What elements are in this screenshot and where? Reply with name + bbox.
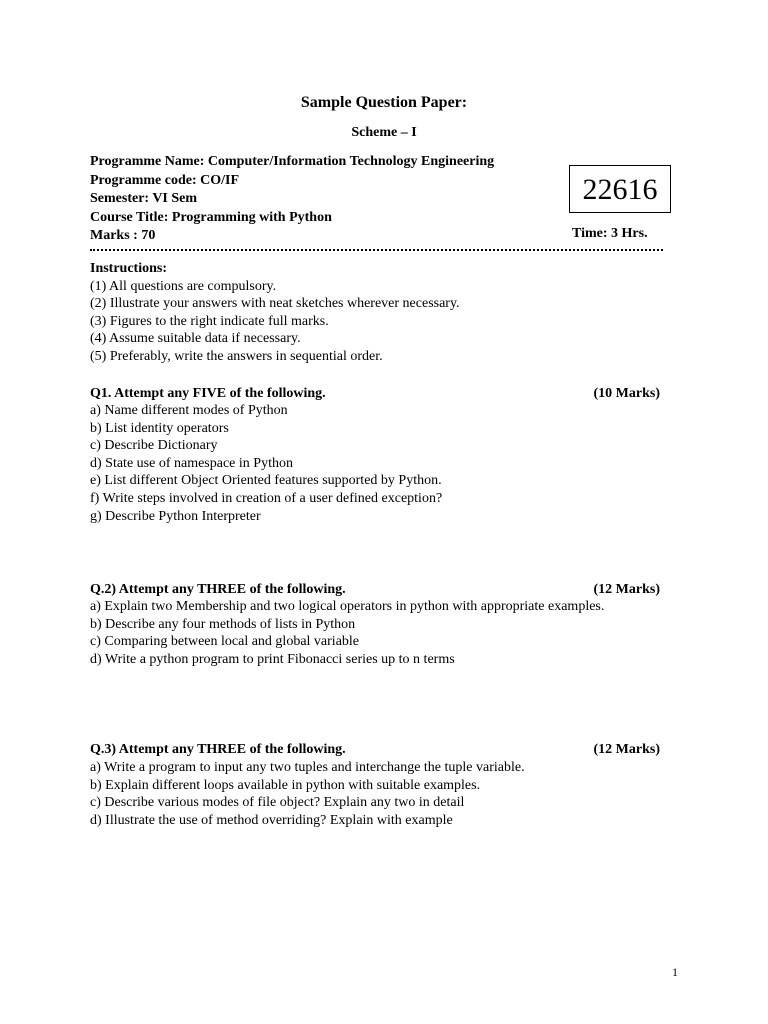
programme-name: Programme Name: Computer/Information Technology Engineering	[90, 154, 495, 169]
question-item: c) Comparing between local and global variable	[90, 634, 360, 650]
question-item: f) Write steps involved in creation of a user defined exception?	[90, 490, 443, 506]
question-item: b) List identity operators	[90, 420, 229, 436]
question-marks: (12 Marks)	[593, 742, 660, 757]
instructions-section	[90, 260, 680, 366]
instruction-item: (2) Illustrate your answers with neat sketches wherever necessary.	[90, 296, 460, 312]
question-2-items	[90, 598, 680, 668]
course-code-box: 22616	[569, 165, 671, 213]
scheme-label: Scheme – I	[351, 125, 417, 140]
instruction-item: (3) Figures to the right indicate full marks.	[90, 313, 329, 329]
semester: Semester: VI Sem	[90, 191, 198, 206]
question-item: e) List different Object Oriented features supported by Python.	[90, 473, 442, 489]
question-item: b) Explain different loops available in python with suitable examples.	[90, 777, 481, 793]
question-3-items	[90, 759, 680, 829]
question-item: g) Describe Python Interpreter	[90, 508, 261, 524]
question-1-heading	[90, 385, 660, 403]
question-item: d) Write a python program to print Fibonacci series up to n terms	[90, 651, 455, 667]
question-item: d) Illustrate the use of method overriding? Explain with example	[90, 812, 453, 828]
question-heading-text: Q.2) Attempt any THREE of the following.	[90, 582, 346, 597]
question-item: a) Write a program to input any two tuples and interchange the tuple variable.	[90, 760, 525, 775]
question-1-items	[90, 402, 680, 525]
question-heading-text: Q.3) Attempt any THREE of the following.	[90, 742, 346, 757]
question-item: a) Explain two Membership and two logical operators in python with appropriate examples.	[90, 599, 605, 614]
page-number: 1	[672, 965, 678, 979]
question-3-heading	[90, 741, 660, 759]
total-marks: Marks : 70	[90, 228, 156, 243]
question-marks: (12 Marks)	[593, 582, 660, 597]
instruction-item: (4) Assume suitable data if necessary.	[90, 331, 301, 347]
question-item: a) Name different modes of Python	[90, 403, 288, 418]
question-item: c) Describe various modes of file object? Explain any two in detail	[90, 795, 465, 811]
instruction-item: (1) All questions are compulsory.	[90, 278, 277, 294]
question-heading-text: Q1. Attempt any FIVE of the following.	[90, 386, 326, 401]
question-item: c) Describe Dictionary	[90, 438, 218, 454]
paper-title: Sample Question Paper:	[300, 94, 468, 111]
question-2-heading	[90, 581, 660, 599]
programme-code: Programme code: CO/IF	[90, 172, 240, 188]
instructions-heading: Instructions:	[90, 261, 168, 276]
exam-duration: Time: 3 Hrs.	[572, 226, 648, 241]
dotted-divider	[90, 249, 663, 251]
paper-header-info	[90, 153, 494, 246]
question-marks: (10 Marks)	[593, 386, 660, 401]
course-title: Course Title: Programming with Python	[90, 209, 332, 225]
instruction-item: (5) Preferably, write the answers in sequential order.	[90, 348, 383, 364]
question-item: b) Describe any four methods of lists in Python	[90, 616, 356, 632]
question-item: d) State use of namespace in Python	[90, 455, 293, 471]
